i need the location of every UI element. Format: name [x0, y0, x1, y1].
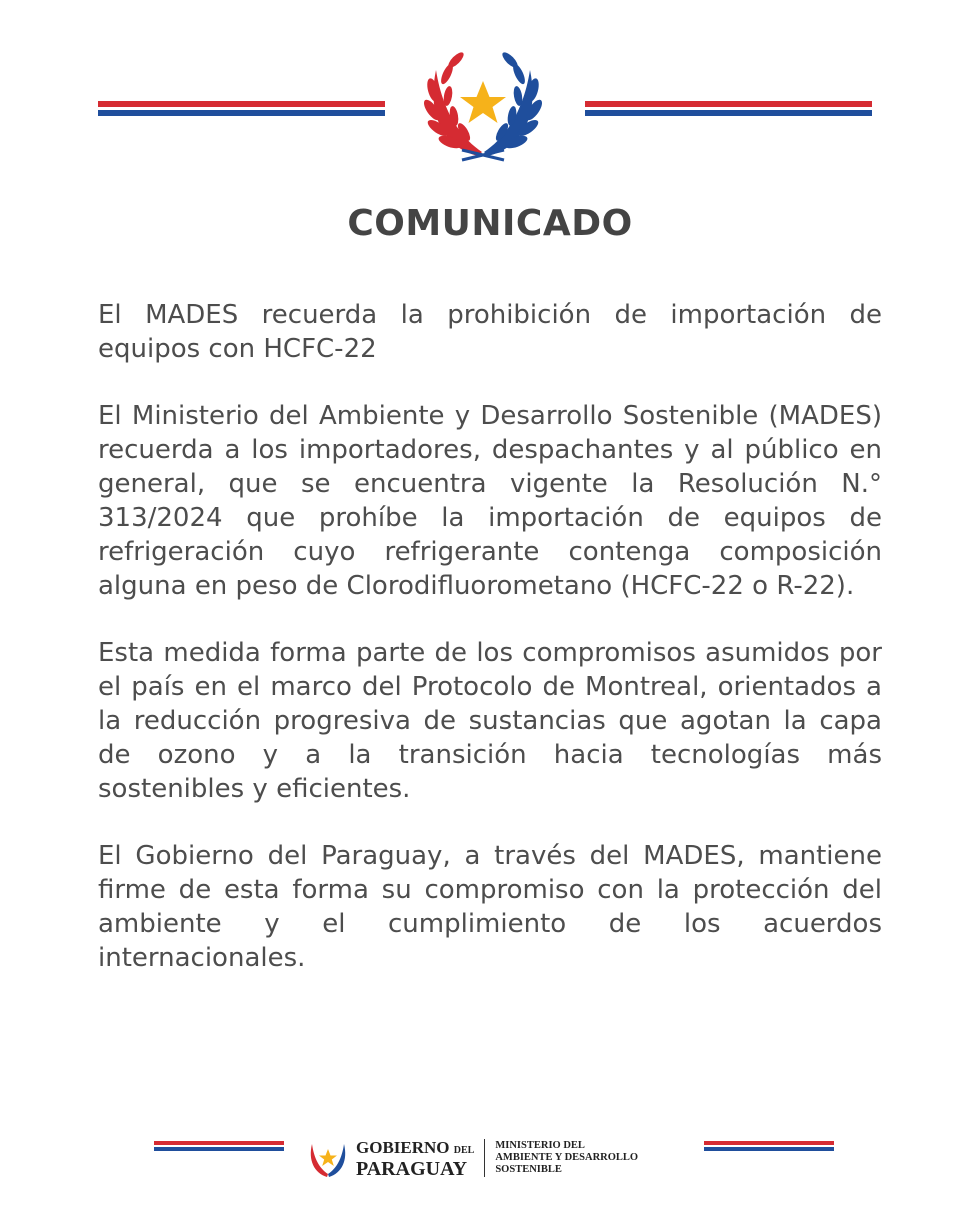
government-wordmark [356, 1138, 474, 1179]
ministry-line1: MINISTERIO DEL [495, 1140, 585, 1151]
flag-stripe-right [585, 101, 872, 116]
paragraph-resolution: El Ministerio del Ambiente y Desarrollo Sostenible (MADES) recuerda a los importadores, despachantes y al público en general, que se encuentra vigente la Resolución N.° 313/2024 que prohíbe la importación de equipos de refrigeración cuyo refrigerante contenga composición alguna en peso de Clorodifluorometano (HCFC-22 o R-22). [98, 401, 882, 601]
gov-line1: GOBIERNO [356, 1137, 450, 1157]
footer-flag-stripe-right [704, 1141, 834, 1151]
gov-line2: PARAGUAY [356, 1157, 468, 1180]
flag-stripe-left [98, 101, 385, 116]
coat-of-arms-icon [418, 48, 548, 166]
paragraph-montreal-protocol: Esta medida forma parte de los compromisos asumidos por el país en el marco del Protocolo de Montreal, orientados a la reducción progresiva de sustancias que agotan la capa de ozono y a la transición hacia tecnologías más sostenibles y eficientes. [98, 638, 882, 804]
government-logo [306, 1135, 638, 1181]
ministry-line3: SOSTENIBLE [495, 1164, 562, 1175]
communique-body [98, 298, 882, 1008]
star-icon [460, 81, 506, 123]
coat-of-arms-small-icon [306, 1136, 350, 1180]
logo-divider [484, 1139, 485, 1177]
gov-del: DEL [453, 1144, 475, 1156]
ministry-wordmark [495, 1140, 638, 1176]
page-title: COMUNICADO [347, 203, 633, 244]
paragraph-subject: El MADES recuerda la prohibición de importación de equipos con HCFC-22 [98, 300, 882, 364]
stem-cross [462, 150, 504, 160]
paragraph-commitment: El Gobierno del Paraguay, a través del MADES, mantiene firme de esta forma su compromiso con la protección del ambiente y el cumplimiento de los acuerdos internacionales. [98, 841, 882, 973]
ministry-line2: AMBIENTE Y DESARROLLO [495, 1152, 639, 1163]
footer-flag-stripe-left [154, 1141, 284, 1151]
